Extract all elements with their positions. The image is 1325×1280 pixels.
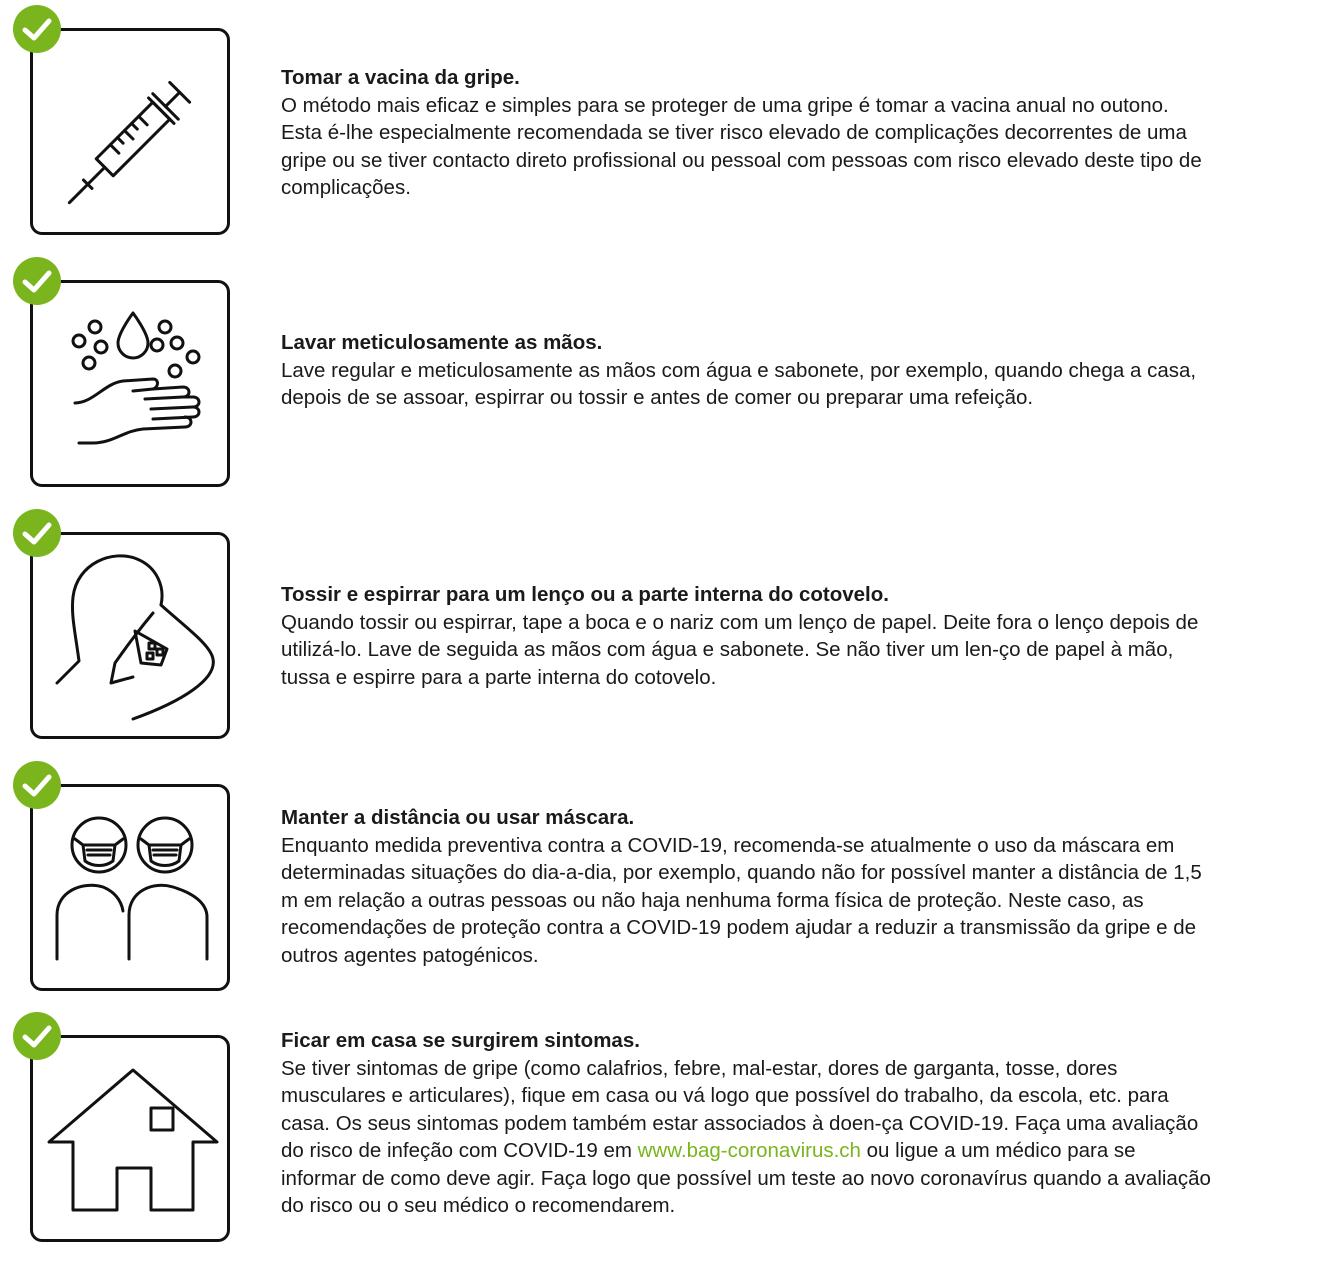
tip-text [281,1027,1211,1220]
check-icon [12,256,62,306]
tip-text [281,804,1211,969]
tip-text [281,64,1211,202]
tip-body: Quando tossir ou espirrar, tape a boca e o nariz com um lenço de papel. Deite fora o lenço depois de utilizá-lo. Lave de seguida as mãos com água e sabonete. Se não tiver um len-ço de papel à mão, tussa e espirre para a parte interna do cotovelo. [281,610,1199,689]
tip-title: Ficar em casa se surgirem sintomas. [281,1029,640,1052]
icon-frame [30,784,230,991]
house-icon [33,1038,233,1245]
tip-body [281,1055,1211,1220]
tip-title: Tossir e espirrar para um lenço ou a parte interna do cotovelo. [281,583,889,606]
two-people-masks-icon [33,787,233,994]
tip-body-start: Se tiver sintomas de gripe (como calafrios, febre, mal-estar, dores de garganta, tosse, dores musculares e articulares), fique em casa ou vá logo que possível do trabalho, da escola, etc. para casa. Os seus sintomas podem também estar associados à doen-ça COVID-19. Faça uma avaliação do risco de infeção com COVID-19 em [281,1056,1199,1162]
check-icon [12,508,62,558]
check-icon [12,4,62,54]
tip-body: Enquanto medida preventiva contra a COVID-19, recomenda-se atualmente o uso da máscara em determinadas situações do dia-a-dia, por exemplo, quando não for possível manter a distância de 1,5 m em relação a outras pessoas ou não haja nenhuma forma física de proteção. Neste caso, as recomendações de proteção contra a COVID-19 podem ajudar a reduzir a transmissão da gripe e de outros agentes patogénicos. [281,833,1202,967]
icon-frame [30,28,230,235]
tip-title: Manter a distância ou usar máscara. [281,806,635,829]
bag-coronavirus-link[interactable]: www.bag-coronavirus.ch [637,1139,861,1162]
syringe-icon [33,31,233,238]
tip-body: O método mais eficaz e simples para se proteger de uma gripe é tomar a vacina anual no outono. Esta é-lhe especialmente recomendada se tiver risco elevado de complicações decorrentes de uma gripe ou se tiver contacto direto profissional ou pessoal com pessoas com risco elevado deste tipo de complicações. [281,93,1202,199]
check-icon [12,1011,62,1061]
check-icon [12,760,62,810]
tip-body: Lave regular e meticulosamente as mãos com água e sabonete, por exemplo, quando chega a casa, depois de se assoar, espirrar ou tossir e antes de comer ou preparar uma refeição. [281,358,1197,409]
cough-elbow-icon [33,535,233,742]
icon-frame [30,1035,230,1242]
tip-text [281,581,1211,691]
icon-frame [30,532,230,739]
tip-title: Lavar meticulosamente as mãos. [281,331,603,354]
tip-title: Tomar a vacina da gripe. [281,66,520,89]
tip-text [281,329,1211,412]
hand-washing-icon [33,283,233,490]
icon-frame [30,280,230,487]
tip-body-end: ou ligue a um médico para se informar de como deve agir. Faça logo que possível um teste ao novo coronavírus quando a avaliação do risco ou o seu médico o recomendarem. [281,1139,1211,1217]
